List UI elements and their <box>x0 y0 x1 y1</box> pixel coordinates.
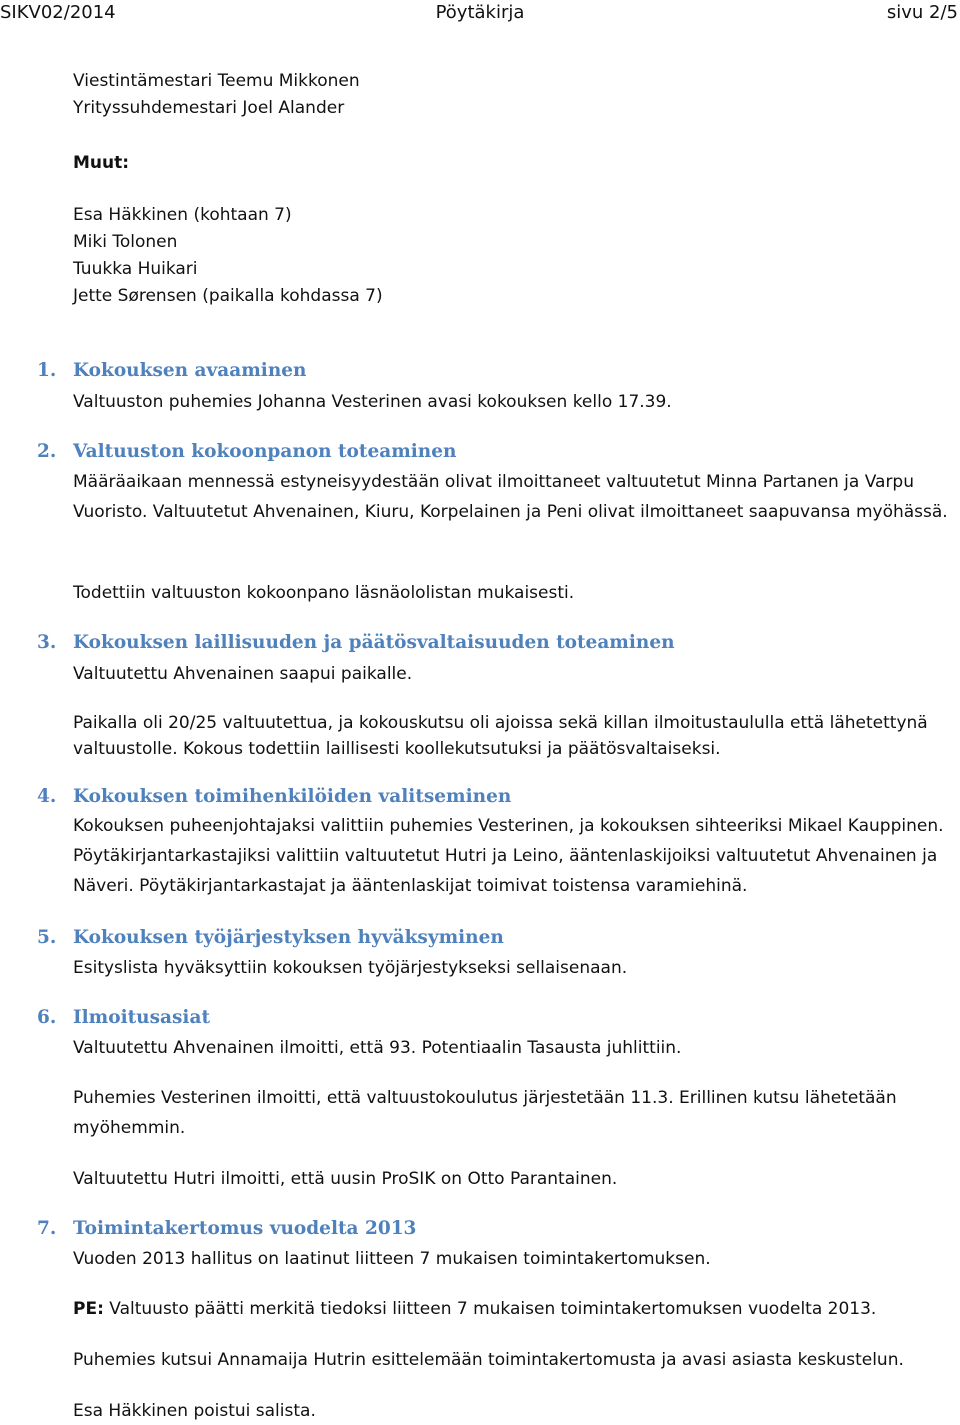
document-type: Pöytäkirja <box>435 2 525 23</box>
section-number: 5. <box>37 927 57 948</box>
section-paragraph: Valtuutettu Ahvenainen saapui paikalle. <box>73 664 413 684</box>
others-label: Muut: <box>73 153 130 173</box>
decision-paragraph <box>73 1296 958 1322</box>
decision-label: PE: <box>73 1299 104 1319</box>
section-number: 1. <box>37 360 57 381</box>
other-attendee-line: Jette Sørensen (paikalla kohdassa 7) <box>73 286 383 306</box>
section-number: 3. <box>37 632 57 653</box>
page-header <box>0 0 960 26</box>
attendee-line: Yrityssuhdemestari Joel Alander <box>73 98 345 118</box>
section-paragraph: Esa Häkkinen poistui salista. <box>73 1401 316 1421</box>
section-paragraph: Esityslista hyväksyttiin kokouksen työjärjestykseksi sellaisenaan. <box>73 958 628 978</box>
section-paragraph: Puhemies Vesterinen ilmoitti, että valtuustokoulutus järjestetään 11.3. Erillinen kutsu lähetetään myöhemmin. <box>73 1088 897 1138</box>
section-paragraph: Valtuutettu Ahvenainen ilmoitti, että 93. Potentiaalin Tasausta juhlittiin. <box>73 1038 682 1058</box>
section-paragraph: Kokouksen puheenjohtajaksi valittiin puhemies Vesterinen, ja kokouksen sihteeriksi Mikael Kauppinen. Pöytäkirjantarkastajiksi valittiin valtuutetut Hutri ja Leino, ääntenlaskijoiksi valtuutetut Ahvenainen ja Näveri. Pöytäkirjantarkastajat ja ääntenlaskijat toimivat toistensa varamiehinä. <box>73 816 944 896</box>
section-paragraph: Todettiin valtuuston kokoonpano läsnäololistan mukaisesti. <box>73 583 575 603</box>
section-title: Valtuuston kokoonpanon toteaminen <box>73 441 457 462</box>
section-title: Kokouksen laillisuuden ja päätösvaltaisuuden toteaminen <box>73 632 675 653</box>
section-title: Toimintakertomus vuodelta 2013 <box>73 1218 417 1239</box>
other-attendee-line: Miki Tolonen <box>73 232 178 252</box>
section-title: Kokouksen toimihenkilöiden valitseminen <box>73 786 512 807</box>
section-title: Ilmoitusasiat <box>73 1007 210 1028</box>
section-title: Kokouksen avaaminen <box>73 360 307 381</box>
other-attendee-line: Tuukka Huikari <box>73 259 198 279</box>
document-code: SIKV02/2014 <box>0 2 116 23</box>
other-attendee-line: Esa Häkkinen (kohtaan 7) <box>73 205 292 225</box>
decision-text: Valtuusto päätti merkitä tiedoksi liitteen 7 mukaisen toimintakertomuksen vuodelta 2013. <box>103 1299 877 1319</box>
section-number: 7. <box>37 1218 57 1239</box>
section-number: 4. <box>37 786 57 807</box>
page-number: sivu 2/5 <box>886 2 958 23</box>
section-number: 6. <box>37 1007 57 1028</box>
section-paragraph: Valtuuston puhemies Johanna Vesterinen avasi kokouksen kello 17.39. <box>73 392 672 412</box>
section-paragraph: Vuoden 2013 hallitus on laatinut liitteen 7 mukaisen toimintakertomuksen. <box>73 1249 711 1269</box>
section-paragraph: Puhemies kutsui Annamaija Hutrin esittelemään toimintakertomusta ja avasi asiasta keskustelun. <box>73 1350 904 1370</box>
section-number: 2. <box>37 441 57 462</box>
section-paragraph: Valtuutettu Hutri ilmoitti, että uusin ProSIK on Otto Parantainen. <box>73 1169 618 1189</box>
attendee-line: Viestintämestari Teemu Mikkonen <box>73 71 360 91</box>
section-paragraph: Määräaikaan mennessä estyneisyydestään olivat ilmoittaneet valtuutetut Minna Partanen ja Varpu Vuoristo. Valtuutetut Ahvenainen, Kiuru, Korpelainen ja Peni olivat ilmoittaneet saapuvansa myöhässä. <box>73 472 948 522</box>
section-title: Kokouksen työjärjestyksen hyväksyminen <box>73 927 504 948</box>
section-paragraph: Paikalla oli 20/25 valtuutettua, ja kokouskutsu oli ajoissa sekä killan ilmoitustaululla että lähetettynä valtuustolle. Kokous todettiin laillisesti koollekutsutuksi ja päätösvaltaiseksi. <box>73 713 928 759</box>
